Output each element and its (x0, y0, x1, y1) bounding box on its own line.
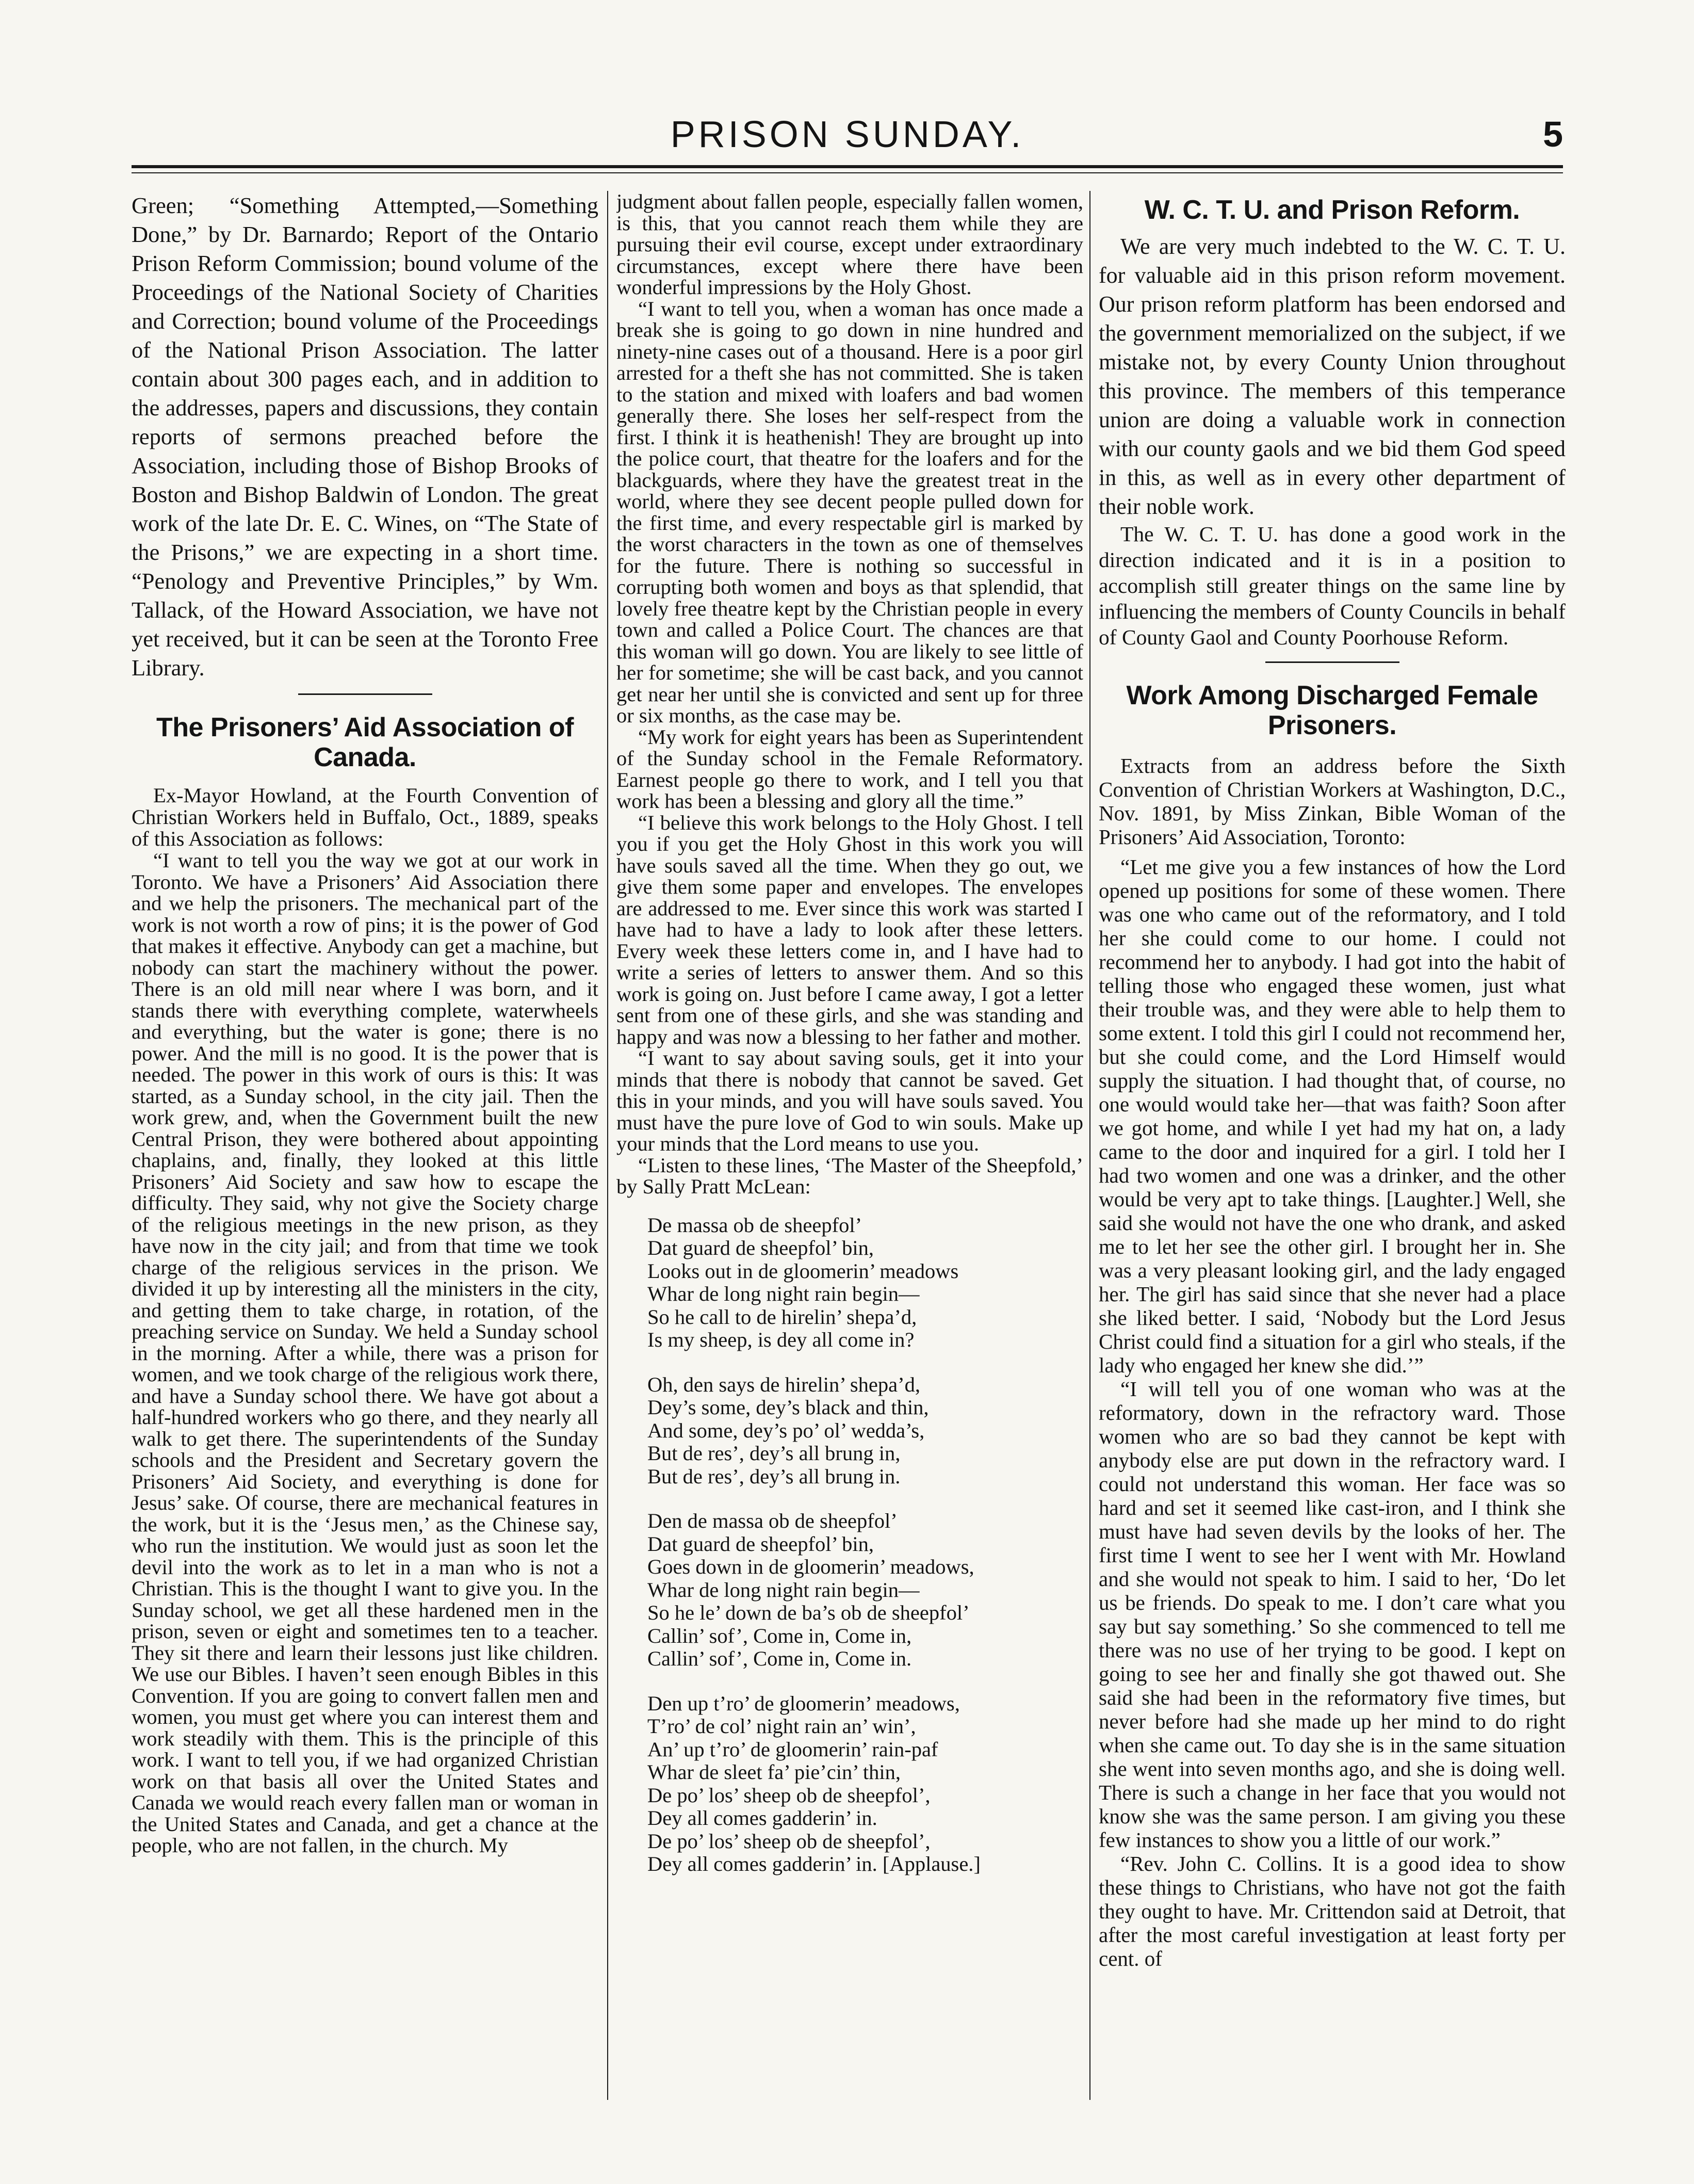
poem-line: T’ro’ de col’ night rain an’ win’, (647, 1714, 916, 1738)
article-paragraph: “I want to say about saving souls, get it into your minds that there is nobody that cannot be saved. Get this in your minds, and you will have souls saved. You must have the pure love of God to win souls. Make up your minds that the Lord means to use you. (616, 1046, 1083, 1155)
poem-line: Whar de sleet fa’ pie’cin’ thin, (647, 1760, 901, 1784)
article-continuation: judgment about fallen people, especially fallen women, is this, that you cannot reach them while they are pursuing their evil course, except under extraordinary circumstances, except where there have been wonderful impressions by the Holy Ghost. (616, 191, 1083, 299)
poem-line: Oh, den says de hirelin’ shepa’d, (647, 1372, 920, 1396)
article-paragraph: “Rev. John C. Collins. It is a good idea to show these things to Christians, who have not got the faith they ought to have. Mr. Crittendon said at Detroit, that after the most careful investigation at least forty per cent. of (1099, 1852, 1566, 1970)
article-paragraph: “I will tell you of one woman who was at the reformatory, down in the refractory ward. Those women who are so bad they cannot be kept with anybody else are put down in the refractory ward. I could not understand this woman. Her face was so hard and set it seemed like cast-iron, and I think she must have had seven devils by the looks of her. The first time I went to see her I went with Mr. Howland and she would not speak to him. I said to her, ‘Do let us be friends. Do speak to me. I don’t care what you say but say something.’ So she commenced to tell me there was no use of her trying to be good. I kept on going to see her and finally she got thawed out. She said she had been in the reformatory five times, but never before had she made up her mind to do right when she came out. To day she is in the same situation she went into seven months ago, and she is doing well. There is such a change in her face that you would not know she was the same person. I am giving you these few instances to show you a little of our work.” (1099, 1377, 1566, 1852)
poem-line: Dey all comes gadderin’ in. (647, 1806, 877, 1830)
article-paragraph: “I want to tell you, when a woman has once made a break she is going to go down in nine hundred and ninety-nine cases out of a thousand. Here is a poor girl arrested for a theft she has not committed. She is taken to the station and mixed with loafers and bad women generally there. She loses her self-respect from the first. I think it is heathenish! They are brought up into the police court, that theatre for the loafers and for the blackguards, where they have the greatest treat in the world, where they see decent people pulled down for the first time, and every respectable girl is marked by the worst characters in the town as one of themselves for the future. There is nothing so successful in corrupting both women and boys as that splendid, that lovely free theatre kept by the Christian people in every town and called a Police Court. The chances are that this woman will go down. You are likely to see little of her for sometime; she will be cast back, and you cannot get near her until she is convicted and sent up for three or six months, as the case may be. (616, 297, 1083, 727)
section-divider (1265, 661, 1399, 663)
poem-line: So he le’ down de ba’s ob de sheepfol’ (647, 1601, 970, 1624)
poem-line: And some, dey’s po’ ol’ wedda’s, (647, 1418, 925, 1442)
poem-line: Whar de long night rain begin— (647, 1578, 920, 1601)
article-paragraph: We are very much indebted to the W. C. T. U. for valuable aid in this prison reform movement. Our prison reform platform has been endorsed and the government memorialized on the subject, if we mistake not, by every County Union throughout this province. The members of this temperance union are doing a valuable work in connection with our county gaols and we bid them God speed in this, as well as in every other department of their noble work. (1099, 234, 1566, 519)
poem-stanza (647, 1510, 1083, 1671)
poem-line: So he call to de hirelin’ shepa’d, (647, 1305, 917, 1329)
column-left (132, 191, 598, 2095)
poem-line: Looks out in de gloomerin’ meadows (647, 1259, 959, 1283)
poem-line: But de res’, dey’s all brung in, (647, 1442, 901, 1465)
running-title: PRISON SUNDAY. (670, 114, 1024, 155)
page-number: 5 (1543, 114, 1563, 154)
column-divider-left (607, 191, 608, 2100)
poem-line: De po’ los’ sheep ob de sheepfol’, (647, 1783, 931, 1807)
poem-master-of-the-sheepfold (647, 1214, 1083, 1876)
poem-line: But de res’, dey’s all brung in. (647, 1464, 901, 1488)
article-heading-prisoners-aid: The Prisoners’ Aid Association of Canada. (156, 713, 574, 772)
poem-line: Goes down in de gloomerin’ meadows, (647, 1555, 974, 1578)
poem-line: Dey all comes gadderin’ in. [Applause.] (647, 1852, 981, 1875)
poem-line: Callin’ sof’, Come in, Come in, (647, 1624, 912, 1647)
header-rule-thick (132, 165, 1563, 168)
article-paragraph: The W. C. T. U. has done a good work in the direction indicated and it is in a position to accomplish still greater things on the same line by influencing the members of County Councils in behalf of County Gaol and County Poorhouse Reform. (1099, 522, 1566, 649)
column-divider-right (1089, 191, 1090, 2100)
article-heading-discharged-female-prisoners: Work Among Discharged Female Prisoners. (1126, 681, 1538, 740)
article-paragraph: “Listen to these lines, ‘The Master of the Sheepfold,’ by Sally Pratt McLean: (616, 1153, 1083, 1198)
poem-line: De massa ob de sheepfol’ (647, 1213, 862, 1237)
poem-stanza (647, 1373, 1083, 1489)
poem-line: Callin’ sof’, Come in, Come in. (647, 1647, 912, 1670)
header-rule-thin (132, 172, 1563, 173)
poem-line: Dat guard de sheepfol’ bin, (647, 1532, 874, 1556)
column-middle (616, 191, 1083, 2095)
poem-stanza (647, 1692, 1083, 1876)
poem-line: Dat guard de sheepfol’ bin, (647, 1236, 874, 1259)
poem-line: Whar de long night rain begin— (647, 1282, 920, 1305)
poem-line: De po’ los’ sheep ob de sheepfol’, (647, 1829, 931, 1853)
poem-stanza (647, 1214, 1083, 1352)
column-right (1099, 191, 1566, 2095)
article-paragraph: “I want to tell you the way we got at our work in Toronto. We have a Prisoners’ Aid Association there and we help the prisoners. The mechanical part of the work is not worth a row of pins; it is the power of God that makes it effective. Anybody can get a machine, but nobody can start the machinery without the power. There is an old mill near where I was born, and it stands there with everything complete, waterwheels and everything, but the water is gone; there is no power. And the mill is no good. It is the power that is needed. The power in this work of ours is this: It was started, as a Sunday school, in the city jail. Then the work grew, and, when the Government built the new Central Prison, they were bothered about appointing chaplains, and, finally, they looked at this little Prisoners’ Aid Society and saw how to escape the difficulty. They said, why not give the Society charge of the religious meetings in the new prison, as they have now in the city jail; and from that time we took charge of the religious services in the prison. We divided it up by interesting all the ministers in the city, and getting them to take charge, in rotation, of the preaching service on Sunday. We held a Sunday school in the morning. After a while, there was a prison for women, and we took charge of the religious work there, and have a Sunday school there. We have got about a half-hundred workers who go there, and they nearly all walk to get there. The superintendents of the Sunday schools and the President and Secretary govern the Prisoners’ Aid Society, and everything is done for Jesus’ sake. Of course, there are mechanical features in the work, but it is the ‘Jesus men,’ as the Chinese say, who run the institution. We would just as soon let the devil into the work as to let in a man who is not a Christian. This is the thought I want to give you. In the Sunday school, we get all these hardened men in the prison, seven or eight and sometimes ten to a teacher. They sit there and learn their lessons just like children. We use our Bibles. I haven’t seen enough Bibles in this Convention. If you are going to convert fallen men and women, you must get where you can interest them and work steadily with them. This is the principle of this work. I want to tell you, if we had organized Christian work on that basis all over the United States and Canada we would reach every fallen man or woman in the United States and Canada, and get a chance at the people, who are not fallen, in the church. My (132, 849, 598, 1857)
section-divider (298, 693, 432, 695)
article-paragraph: Ex-Mayor Howland, at the Fourth Convention of Christian Workers held in Buffalo, Oct., 1889, speaks of this Association as follows: (132, 784, 598, 850)
poem-line: An’ up t’ro’ de gloomerin’ rain-paf (647, 1737, 938, 1761)
poem-line: Dey’s some, dey’s black and thin, (647, 1396, 929, 1419)
article-paragraph: Extracts from an address before the Sixth Convention of Christian Workers at Washington, D.C., Nov. 1891, by Miss Zinkan, Bible Woman of the Prisoners’ Aid Association, Toronto: (1099, 754, 1566, 849)
poem-line: Den up t’ro’ de gloomerin’ meadows, (647, 1691, 960, 1715)
article-paragraph: “I believe this work belongs to the Holy Ghost. I tell you if you get the Holy Ghost in this work you will have souls saved all the time. When they go out, we give them some paper and envelopes. The envelopes are addressed to me. Ever since this work was started I have had to have a lady to look after these letters. Every week these letters come in, and I have had to write a series of letters to answer them. And so this work is going on. Just before I came away, I got a letter sent from one of these girls, and she was standing and happy and was now a blessing to her father and mother. (616, 811, 1083, 1048)
article-continuation: Green; “Something Attempted,—Something Done,” by Dr. Barnardo; Report of the Ontario Prison Reform Commission; bound volume of the Proceedings of the National Society of Charities and Correction; bound volume of the Proceedings of the National Prison Association. The latter contain about 300 pages each, and in addition to the addresses, papers and discussions, they contain reports of sermons preached before the Association, including those of Bishop Brooks of Boston and Bishop Baldwin of London. The great work of the late Dr. E. C. Wines, on “The State of the Prisons,” we are expecting in a short time. “Penology and Preventive Principles,” by Wm. Tallack, of the Howard Association, we have not yet received, but it can be seen at the Toronto Free Library. (132, 192, 598, 681)
article-paragraph: “My work for eight years has been as Superintendent of the Sunday school in the Female Reformatory. Earnest people go there to work, and I tell you that work has been a blessing and glory all the time.” (616, 725, 1083, 813)
article-paragraph: “Let me give you a few instances of how the Lord opened up positions for some of these women. There was one who came out of the reformatory, and I told her she could come to our home. I could not recommend her to anybody. I had got into the habit of telling those who engaged these women, just what their trouble was, and they were able to help them to some extent. I told this girl I could not recommend her, but she could come, and the Lord Himself would supply the situation. I had thought that, of course, no one would would take her—that was faith? Soon after we got home, and while I yet had my hat on, a lady came to the door and inquired for a girl. I told her I had two women and one was a drinker, and the other would be very apt to take things. [Laughter.] Well, she said she would not have the one who drank, and asked me to let her see the other girl. I brought her in. She was a very pleasant looking girl, and the lady engaged her. The girl has said since that she never had a place she liked better. I said, ‘Nobody but the Lord Jesus Christ could find a situation for a girl who steals, if the lady who engaged her knew she did.’” (1099, 855, 1566, 1377)
page-header (132, 114, 1563, 165)
poem-line: Den de massa ob de sheepfol’ (647, 1509, 898, 1532)
poem-line: Is my sheep, is dey all come in? (647, 1328, 915, 1351)
article-heading-wctu: W. C. T. U. and Prison Reform. (1144, 195, 1520, 225)
